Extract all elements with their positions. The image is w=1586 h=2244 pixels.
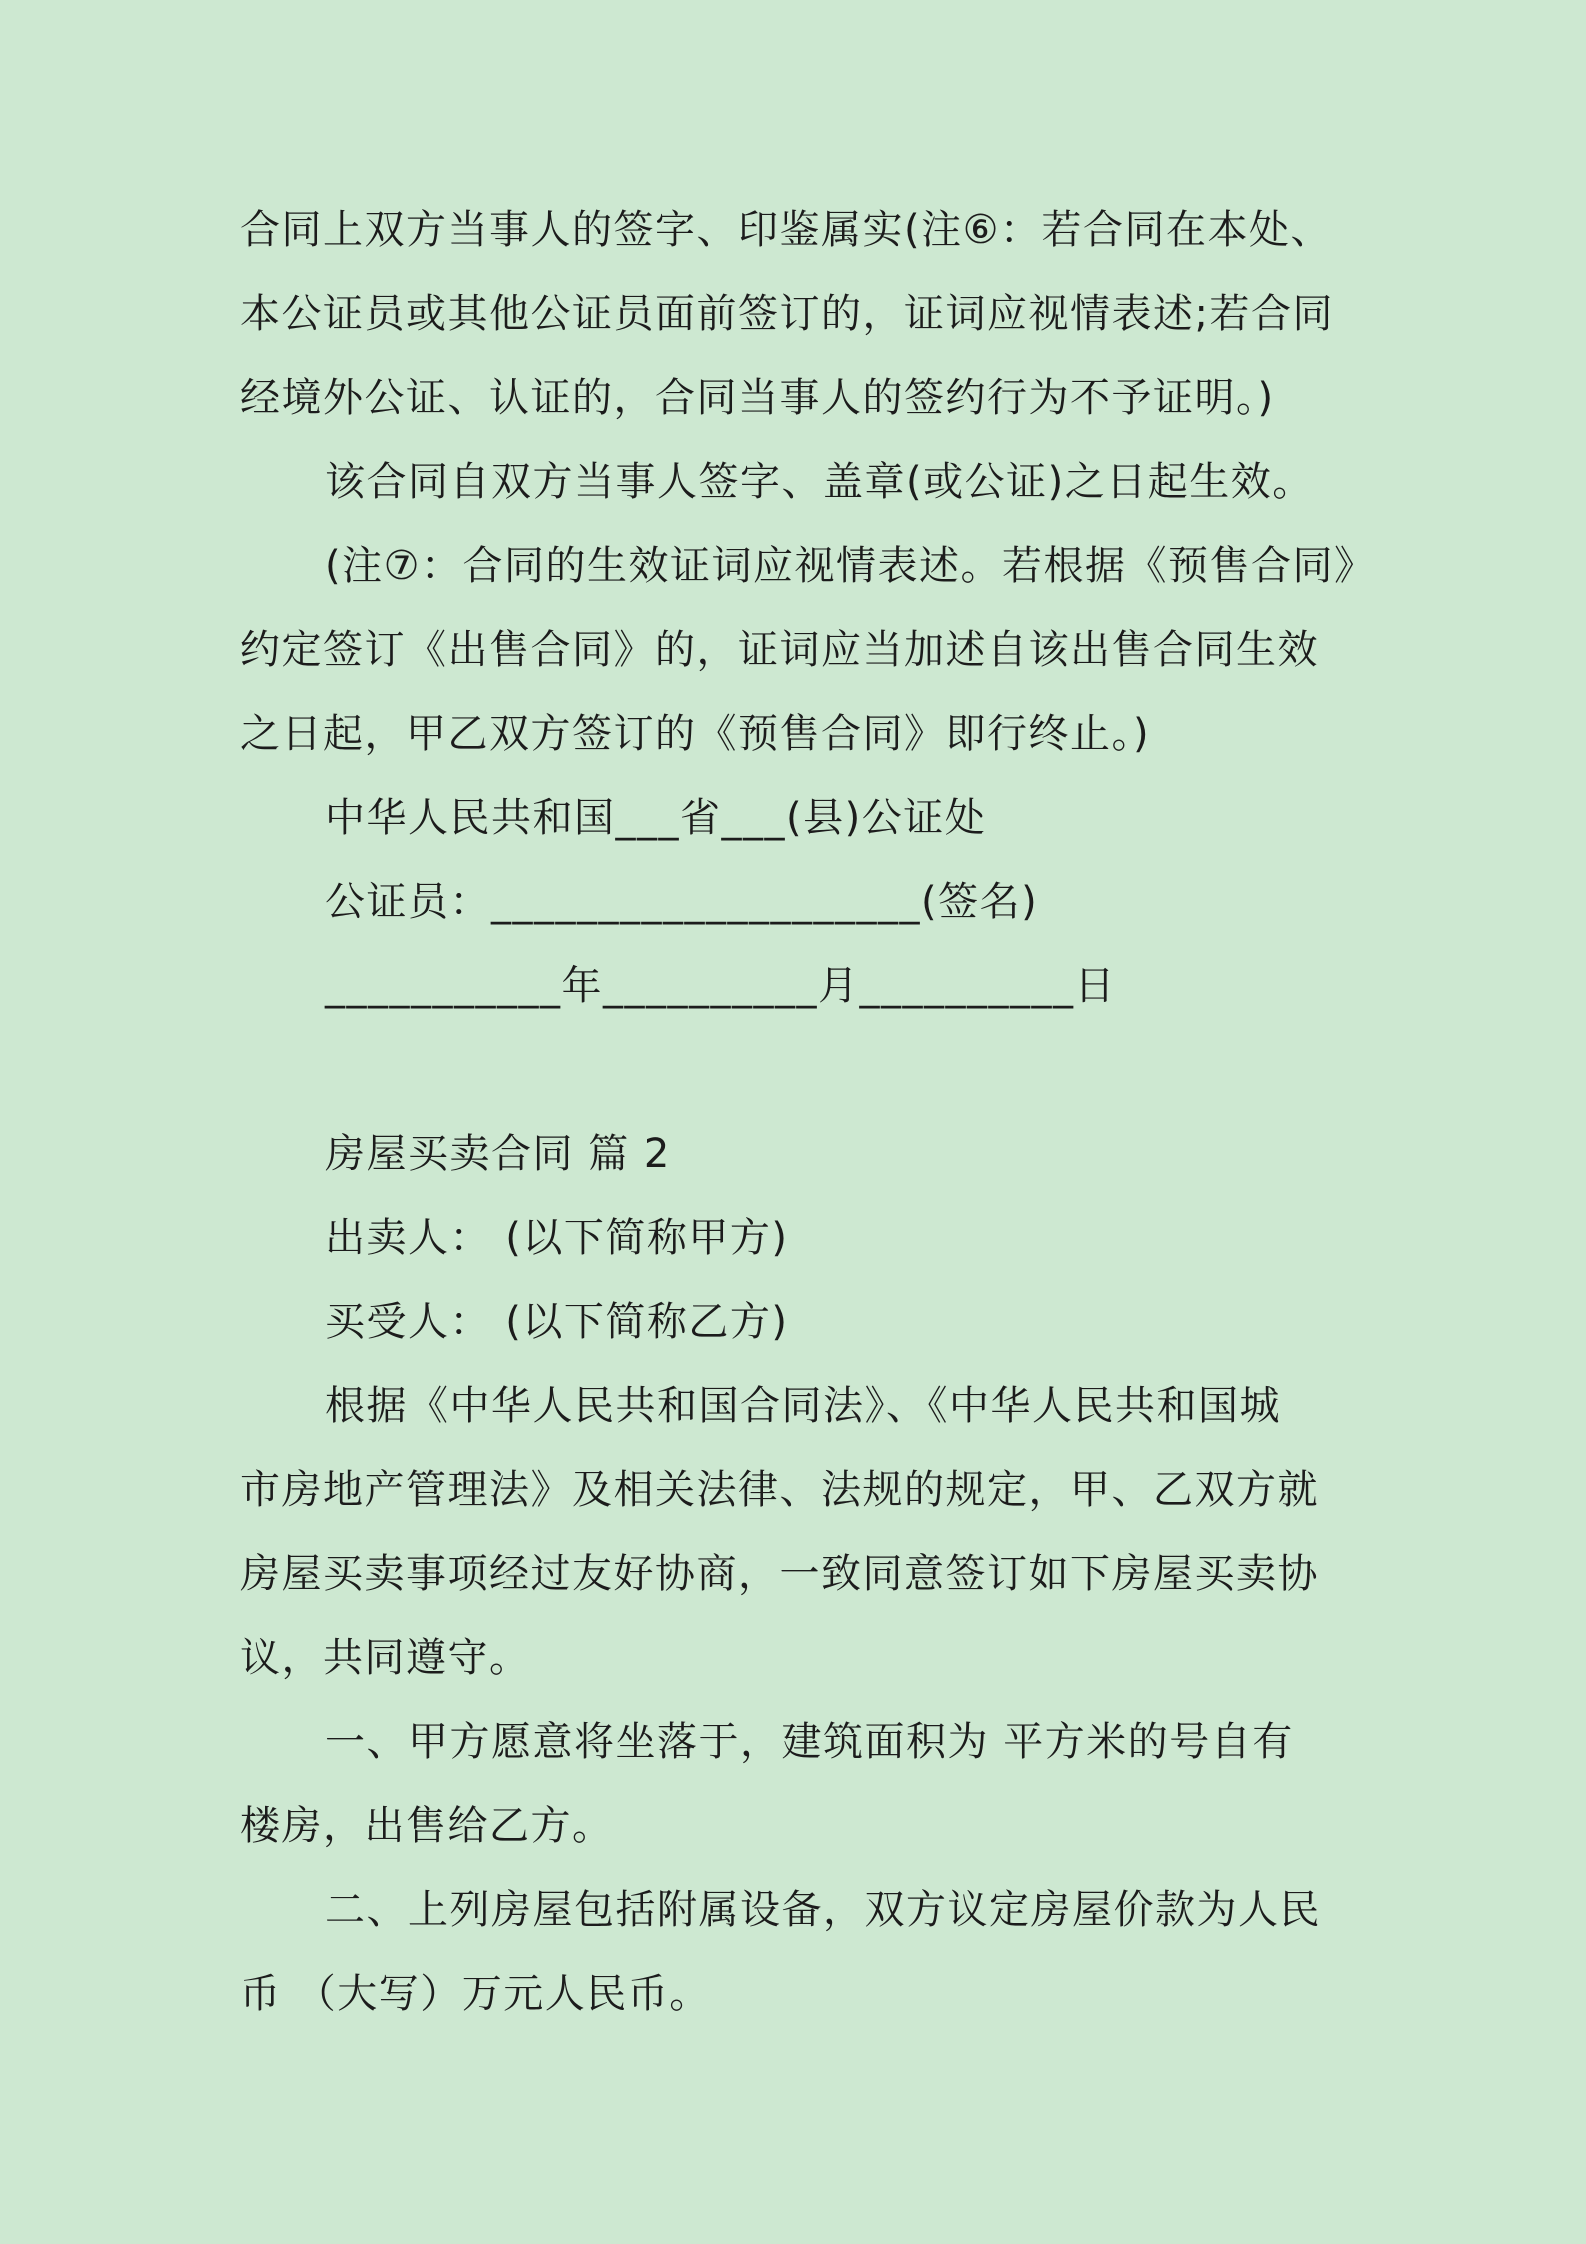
section-heading: 房屋买卖合同 篇 2 — [325, 1131, 671, 1177]
text-line: 市房地产管理法》及相关法律、法规的规定，甲、乙双方就 — [240, 1467, 1319, 1513]
text-line: 之日起，甲乙双方签订的《预售合同》即行终止。) — [240, 711, 1151, 757]
notary-signature-line: 公证员：____________________(签名) — [325, 879, 1039, 925]
text-line: 本公证员或其他公证员面前签订的，证词应视情表述;若合同 — [240, 291, 1334, 337]
text-line: 约定签订《出售合同》的，证词应当加述自该出售合同生效 — [240, 627, 1319, 673]
text-line: 币 （大写）万元人民币。 — [240, 1971, 711, 2017]
text-line: 合同上双方当事人的签字、印鉴属实(注⑥：若合同在本处、 — [240, 207, 1332, 253]
seller-line: 出卖人： (以下简称甲方) — [325, 1215, 789, 1261]
text-line: 楼房，出售给乙方。 — [240, 1803, 614, 1849]
text-line: 房屋买卖事项经过友好协商，一致同意签订如下房屋买卖协 — [240, 1551, 1319, 1597]
text-line: (注⑦：合同的生效证词应视情表述。若根据《预售合同》 — [325, 543, 1376, 589]
text-line: 该合同自双方当事人签字、盖章(或公证)之日起生效。 — [325, 459, 1314, 505]
notary-office-line: 中华人民共和国___省___(县)公证处 — [325, 795, 987, 841]
buyer-line: 买受人： (以下简称乙方) — [325, 1299, 789, 1345]
text-line: 议，共同遵守。 — [240, 1635, 531, 1681]
clause-2-line: 二、上列房屋包括附属设备，双方议定房屋价款为人民 — [325, 1887, 1321, 1933]
clause-1-line: 一、甲方愿意将坐落于，建筑面积为 平方米的号自有 — [325, 1719, 1294, 1765]
text-line: 经境外公证、认证的，合同当事人的签约行为不予证明。) — [240, 375, 1275, 421]
text-line: 根据《中华人民共和国合同法》、《中华人民共和国城 — [325, 1383, 1281, 1429]
date-line: ___________年__________月__________日 — [325, 963, 1116, 1009]
